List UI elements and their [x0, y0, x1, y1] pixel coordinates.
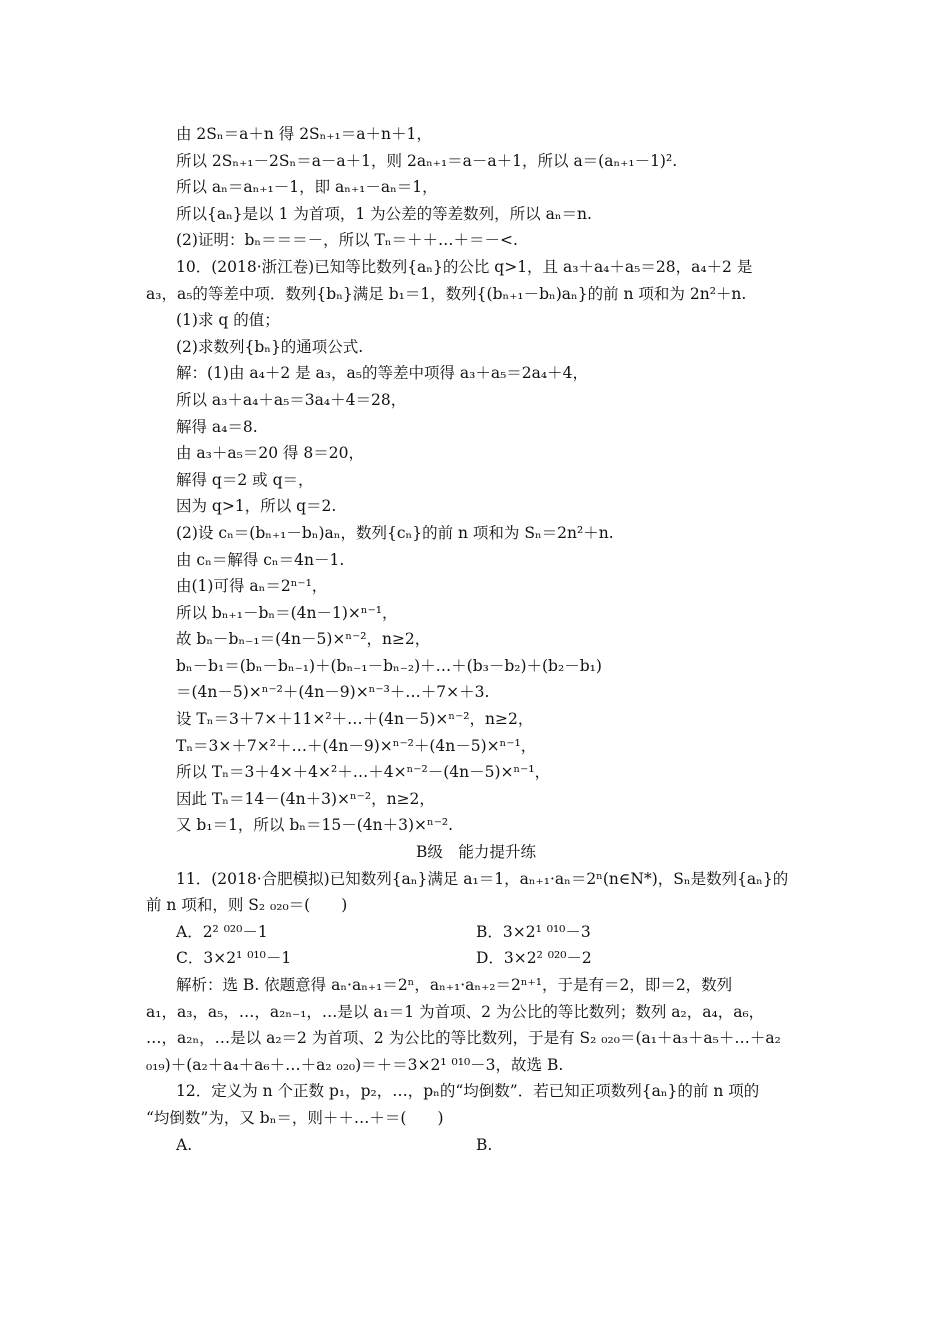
section-heading: B级 能力提升练: [416, 843, 536, 862]
solution-line: ₀₁₉)＋(a₂＋a₄＋a₆＋…＋a₂ ₀₂₀)＝＋＝3×2¹ ⁰¹⁰－3，故选 B.: [146, 1055, 564, 1074]
option-b: B．3×2¹ ⁰¹⁰－3: [476, 922, 591, 941]
question-10-stem-cont: a₃，a₅的等差中项．数列{bₙ}满足 b₁＝1，数列{(bₙ₊₁－bₙ)aₙ}的前 n 项和为 2n²＋n.: [146, 284, 747, 303]
question-12-stem: 12．定义为 n 个正数 p₁，p₂，…，pₙ的“均倒数”．若已知正项数列{aₙ}的前 n 项的: [176, 1082, 760, 1101]
text-line: 由 a₃＋a₅＝20 得 8＝20，: [176, 444, 364, 463]
text-line: Tₙ＝3×＋7×²＋…＋(4n－9)×ⁿ⁻²＋(4n－5)×ⁿ⁻¹，: [176, 736, 537, 755]
text-line: bₙ－b₁＝(bₙ－bₙ₋₁)＋(bₙ₋₁－bₙ₋₂)＋…＋(b₃－b₂)＋(b₂－b₁): [176, 656, 602, 675]
question-11-options-row: [146, 945, 806, 972]
question-10-stem: 10．(2018·浙江卷)已知等比数列{aₙ}的公比 q>1，且 a₃＋a₄＋a₅＝28，a₄＋2 是: [176, 257, 753, 276]
text-line: 又 b₁＝1，所以 bₙ＝15－(4n＋3)×ⁿ⁻².: [176, 816, 454, 835]
text-line: (2)求数列{bₙ}的通项公式.: [176, 337, 364, 356]
question-11-stem: 11．(2018·合肥模拟)已知数列{aₙ}满足 a₁＝1，aₙ₊₁·aₙ＝2ⁿ(n∈N*)，Sₙ是数列{aₙ}的: [176, 869, 789, 888]
text-line: 由 cₙ＝解得 cₙ＝4n－1.: [176, 550, 345, 569]
option-d: D．3×2² ⁰²⁰－2: [476, 949, 592, 968]
text-line: 所以 2Sₙ₊₁－2Sₙ＝a－a＋1，则 2aₙ₊₁＝a－a＋1，所以 a＝(aₙ₊₁－1)².: [176, 151, 678, 170]
text-line: (1)求 q 的值；: [176, 311, 280, 330]
text-line: 故 bₙ－bₙ₋₁＝(4n－5)×ⁿ⁻²，n≥2，: [176, 630, 431, 649]
text-line: (2)证明：bₙ＝＝＝－，所以 Tₙ＝＋＋…＋＝－<.: [176, 231, 518, 250]
text-line: 所以 a₃＋a₄＋a₅＝3a₄＋4＝28，: [176, 390, 407, 409]
solution-line: 解析：选 B. 依题意得 aₙ·aₙ₊₁＝2ⁿ，aₙ₊₁·aₙ₊₂＝2ⁿ⁺¹，于是有＝2，即＝2，数列: [176, 976, 733, 994]
text-line: 所以 bₙ₊₁－bₙ＝(4n－1)×ⁿ⁻¹，: [176, 603, 398, 622]
question-11-options-row: [146, 919, 806, 946]
text-line: 由(1)可得 aₙ＝2ⁿ⁻¹，: [176, 577, 328, 596]
text-line: 解得 a₄＝8.: [176, 417, 258, 436]
option-b: B.: [476, 1135, 493, 1154]
text-line: (2)设 cₙ＝(bₙ₊₁－bₙ)aₙ，数列{cₙ}的前 n 项和为 Sₙ＝2n²＋n.: [176, 523, 614, 542]
text-line: 解：(1)由 a₄＋2 是 a₃，a₅的等差中项得 a₃＋a₅＝2a₄＋4，: [176, 364, 588, 383]
text-line: 所以 aₙ＝aₙ₊₁－1，即 aₙ₊₁－aₙ＝1，: [176, 178, 438, 197]
text-line: 解得 q＝2 或 q＝，: [176, 470, 314, 489]
text-line: 设 Tₙ＝3＋7×＋11×²＋…＋(4n－5)×ⁿ⁻²，n≥2，: [176, 710, 534, 729]
text-line: 因为 q>1，所以 q＝2.: [176, 497, 337, 516]
text-line: 所以 Tₙ＝3＋4×＋4×²＋…＋4×ⁿ⁻²－(4n－5)×ⁿ⁻¹，: [176, 763, 551, 782]
text-line: 由 2Sₙ＝a＋n 得 2Sₙ₊₁＝a＋n＋1，: [176, 125, 432, 143]
question-11-stem-cont: 前 n 项和，则 S₂ ₀₂₀＝( ): [146, 896, 348, 915]
question-12-stem-cont: “均倒数”为，又 bₙ＝，则＋＋…＋＝( ): [146, 1108, 444, 1127]
text-line: ＝(4n－5)×ⁿ⁻²＋(4n－9)×ⁿ⁻³＋…＋7×＋3.: [176, 683, 490, 702]
question-12-options-row: [146, 1132, 806, 1159]
solution-line: …，a₂ₙ，…是以 a₂＝2 为首项、2 为公比的等比数列，于是有 S₂ ₀₂₀＝(a₁＋a₃＋a₅＋…＋a₂: [146, 1029, 781, 1048]
option-c: C．3×2¹ ⁰¹⁰－1: [176, 949, 292, 968]
option-a: A．2² ⁰²⁰－1: [176, 922, 268, 941]
text-line: 因此 Tₙ＝14－(4n＋3)×ⁿ⁻²，n≥2，: [176, 789, 435, 808]
text-line: 所以{aₙ}是以 1 为首项，1 为公差的等差数列，所以 aₙ＝n.: [176, 204, 592, 223]
solution-line: a₁，a₃，a₅，…，a₂ₙ₋₁，…是以 a₁＝1 为首项、2 为公比的等比数列；数列 a₂，a₄，a₆，: [146, 1002, 765, 1021]
document-body: [146, 121, 806, 1158]
option-a: A.: [176, 1135, 193, 1154]
